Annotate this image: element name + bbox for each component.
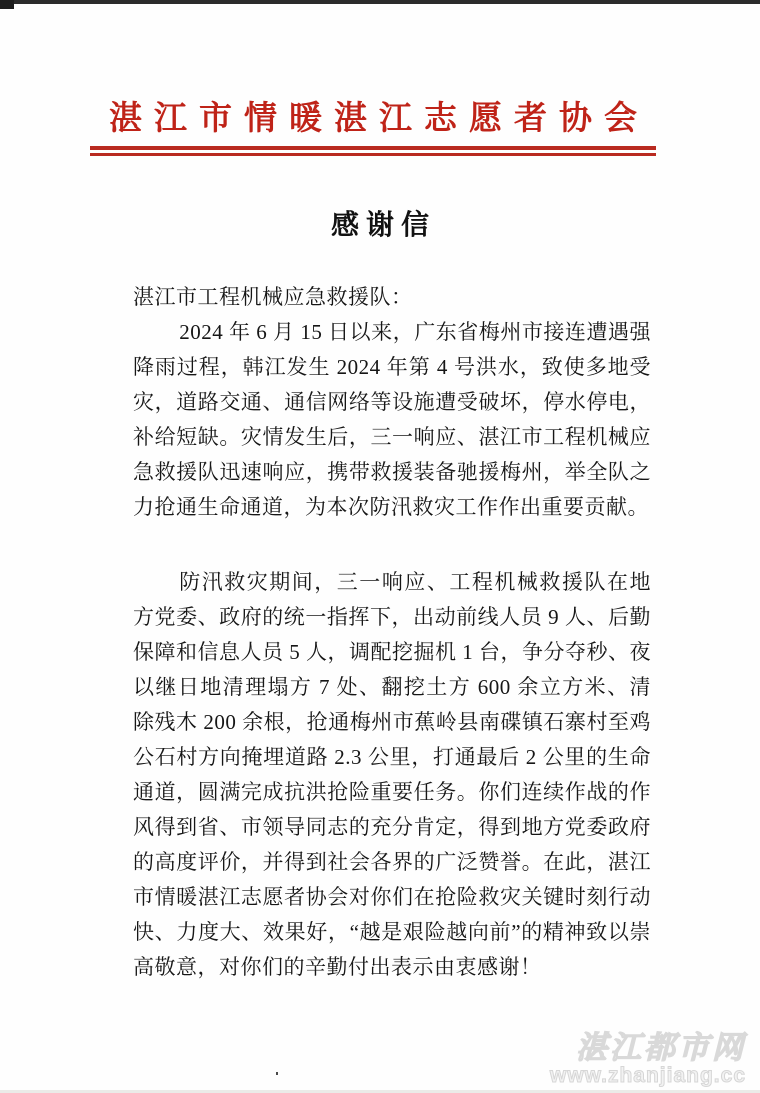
- scan-artifact-top-left-corner: [0, 0, 14, 9]
- scan-artifact-top-edge: [0, 0, 760, 4]
- watermark-site-name: 湛江都市网: [576, 1030, 746, 1066]
- letterhead-rule-thick: [90, 146, 656, 150]
- letter-paragraph-2: 防汛救灾期间，三一响应、工程机械救援队在地方党委、政府的统一指挥下，出动前线人员 9 人、后勤保障和信息人员 5 人，调配挖掘机 1 台，争分夺秒、夜以继日地清理塌方 7 处、翻挖土方 600 余立方米、清除残木 200 余根，抢通梅州市蕉岭县南碟镇石寨村至鸡公石村方向掩埋道路 2.3 公里，打通最后 2 公里的生命通道，圆满完成抗洪抢险重要任务。你们连续作战的作风得到省、市领导同志的充分肯定，得到地方党委政府的高度评价，并得到社会各界的广泛赞誉。在此，湛江市情暖湛江志愿者协会对你们在抢险救灾关键时刻行动快、力度大、效果好，“越是艰险越向前”的精神致以崇高敬意，对你们的辛勤付出表示由衷感谢！: [133, 570, 651, 979]
- letterhead-rule-thin: [90, 153, 656, 156]
- scan-artifact-speck: [276, 1072, 278, 1075]
- letter-body: [133, 280, 651, 985]
- site-watermark: [550, 1032, 746, 1087]
- watermark-site-url: www.zhanjiang.cc: [549, 1063, 746, 1087]
- letter-title: 感谢信: [330, 210, 436, 241]
- letterhead: [90, 92, 656, 156]
- organization-name: 湛江市情暖湛江志愿者协会: [109, 101, 649, 137]
- letter-paragraph-1: 2024 年 6 月 15 日以来，广东省梅州市接连遭遇强降雨过程，韩江发生 2024 年第 4 号洪水，致使多地受灾，道路交通、通信网络等设施遭受破坏，停水停电，补给短缺。灾情发生后，三一响应、湛江市工程机械应急救援队迅速响应，携带救援装备驰援梅州，举全队之力抢通生命通道，为本次防汛救灾工作作出重要贡献。: [133, 320, 651, 519]
- letter-salutation: 湛江市工程机械应急救援队：: [133, 285, 413, 309]
